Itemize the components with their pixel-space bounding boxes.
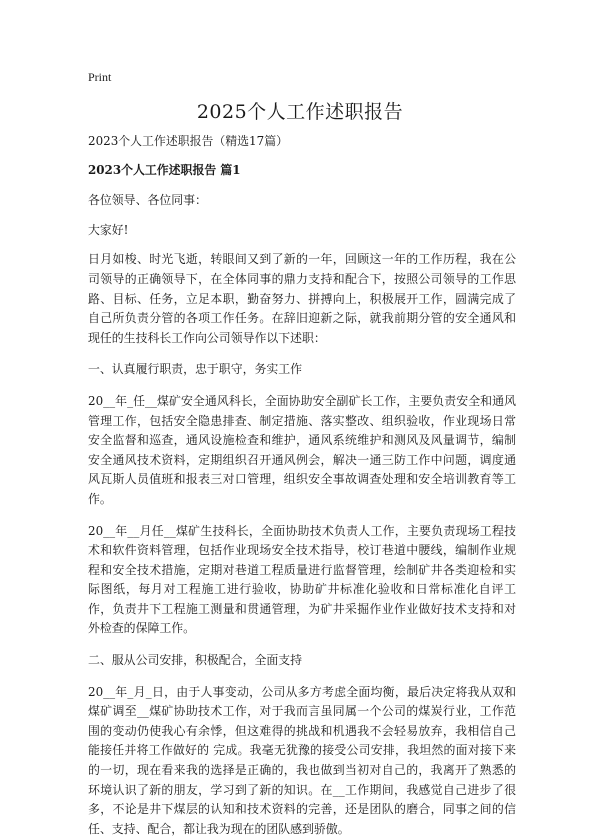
paragraph-transfer: 20__年_月_日，由于人事变动，公司从多方考虑全面均衡，最后决定将我从双和煤矿调至__煤矿协助技术工作，对于我而言虽同属一个公司的煤炭行业，工作范围的变动仍使我心有余悸，但这难得的挑战和机遇我不会轻易放弃，我相信自己能接任并将工作做好的 完成。我毫无犹豫的接受公司安排，我坦然的面对接下来的一切，现在看来我的选择是正确的，我也做到当初对自己的，我离开了熟悉的环境认识了新的朋友，学习到了新的知识。在__工作期间，我感觉自己进步了很多，不论是井下煤层的认知和技术资料的完善，还是团队的磨合，同事之间的信任、支持、配合，都让我为现在的团队感到骄傲。 [88, 684, 516, 836]
document-body [88, 132, 516, 839]
document-title: 2025个人工作述职报告 [196, 101, 404, 123]
heading-two: 二、服从公司安排，积极配合，全面支持 [88, 653, 303, 668]
salutation: 各位领导、各位同事： [88, 193, 207, 208]
print-link[interactable]: Print [88, 70, 112, 84]
paragraph-safety-ventilation: 20__年_任__煤矿安全通风科长，全面协助安全副矿长工作，主要负责安全和通风管理工作，包括安全隐患排查、制定措施、落实整改、组织验收，作业现场日常安全监督和巡查，通风设施检查和维护，通风系统维护和测风及风量调节，编制安全通风技术资料，定期组织召开通风例会，解决一通三防工作中问题，调度通风瓦斯人员值班和报表三对口管理，组织安全事故调查处理和安全培训教育等工作。 [88, 393, 516, 506]
intro-paragraph: 日月如梭、时光飞逝，转眼间又到了新的一年，回顾这一年的工作历程，我在公司领导的正确领导下，在全体同事的鼎力支持和配合下，按照公司领导的工作思路、目标、任务，立足本职，勤奋努力、拼搏向上，积极展开工作，圆满完成了自己所负责分管的各项工作任务。在辞旧迎新之际，就我前期分管的安全通风和现任的生技科长工作向公司领导作以下述职： [88, 252, 516, 345]
paragraph-production-tech: 20__年__月任__煤矿生技科长，全面协助技术负责人工作，主要负责现场工程技术和软件资料管理，包括作业现场安全技术指导，校订巷道中腰线，编制作业规程和安全技术措施，定期对巷道工程质量进行监督管理，绘制矿井各类迎检和实际图纸，每月对工程施工进行验收，协助矿井标准化验收和日常标准化自评工作，负责井下工程施工测量和贯通管理，为矿井采掘作业作业做好技术支持和对外检查的保障工作。 [88, 523, 516, 636]
section-heading: 2023个人工作述职报告 篇1 [88, 162, 241, 177]
document-subtitle: 2023个人工作述职报告（精选17篇） [88, 134, 288, 148]
heading-one: 一、认真履行职责，忠于职守，务实工作 [88, 362, 303, 377]
greeting: 大家好! [88, 222, 129, 237]
